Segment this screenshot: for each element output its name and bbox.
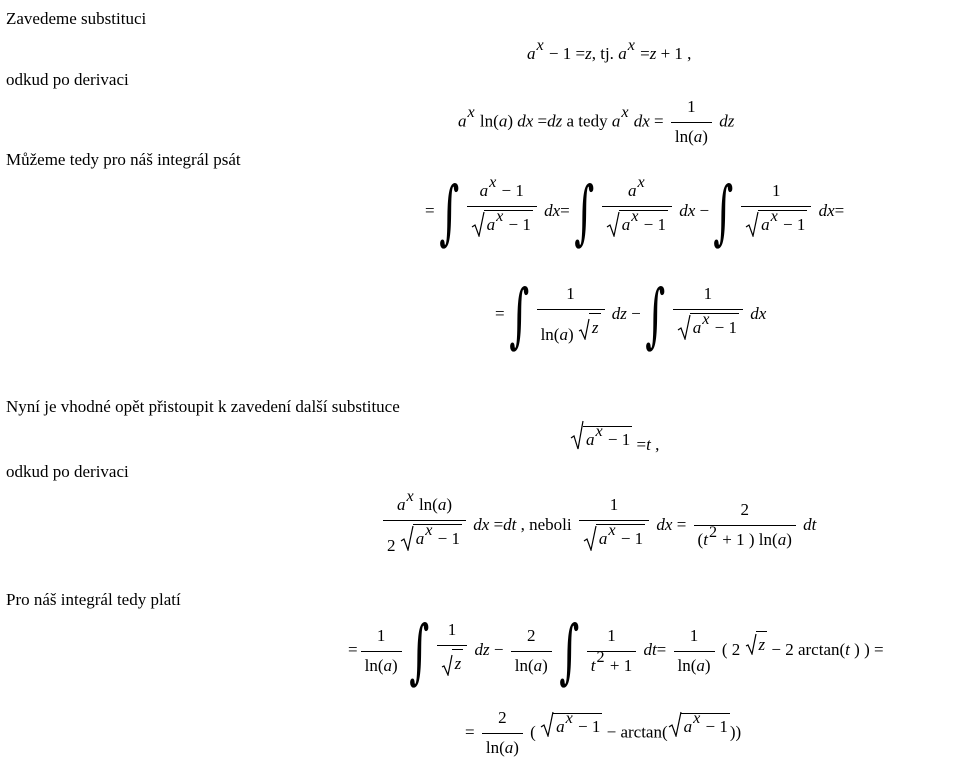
- integral-sign: ∫: [559, 610, 580, 692]
- eq-integral-split: = ∫ $\frac{ax - 1}{ax - 1}$ dx= ∫ $\frac{ax}{ax - 1}$ dx − ∫ $\frac{1}{ax - 1}$ dx=: [425, 171, 845, 253]
- integral-sign: ∫: [409, 610, 430, 692]
- eq-substitution-1: ax − 1 =z, tj. ax =z + 1 ,: [527, 37, 692, 63]
- text-zavedeme: Zavedeme substituci: [6, 9, 147, 28]
- text-pro-nas: Pro náš integrál tedy platí: [6, 590, 181, 609]
- integral-sign: ∫: [439, 171, 460, 253]
- eq-final-2: = $\frac{2}{\ln(a)}$ ( ax − 1 − arctan( ax − 1 )): [465, 708, 742, 757]
- integral-sign: ∫: [645, 274, 666, 356]
- eq-final-1: = $\frac{1}{\ln(a)}$ ∫ $\frac{1}{z}$ dz − $\frac{2}{\ln(a)}$ ∫ $\frac{1}{t2 + 1}$ dt= $\frac{1}{\ln(a)}$ ( 2 z − 2 arctan(t ) ) =: [348, 610, 884, 692]
- integral-sign: ∫: [509, 274, 530, 356]
- text-odkud-2: odkud po derivaci: [6, 462, 129, 481]
- eq-substitution-2: ax − 1 =t ,: [570, 420, 659, 455]
- text-odkud-1: odkud po derivaci: [6, 70, 129, 89]
- integral-sign: ∫: [713, 171, 734, 253]
- text-muzeme: Můžeme tedy pro náš integrál psát: [6, 150, 241, 169]
- eq-derivative-2: ax ln(a) 2 ax − 1 dx =dt , neboli $\frac{1}{ax - 1}$ dx = $\frac{2}{(t2 + 1 ) \ln(a)}$ dt: [380, 494, 816, 558]
- eq-derivative-1: ax ln(a) dx =dz a tedy ax dx = $\frac{1}{\ln(a)}$ dz: [458, 97, 735, 146]
- text-nyni: Nyní je vhodné opět přistoupit k zavedení další substituce: [6, 397, 400, 416]
- integral-sign: ∫: [574, 171, 595, 253]
- eq-integral-sub: = ∫ 1 ln(a) z dz − ∫ $\frac{1}{ax - 1}$ dx: [495, 274, 767, 356]
